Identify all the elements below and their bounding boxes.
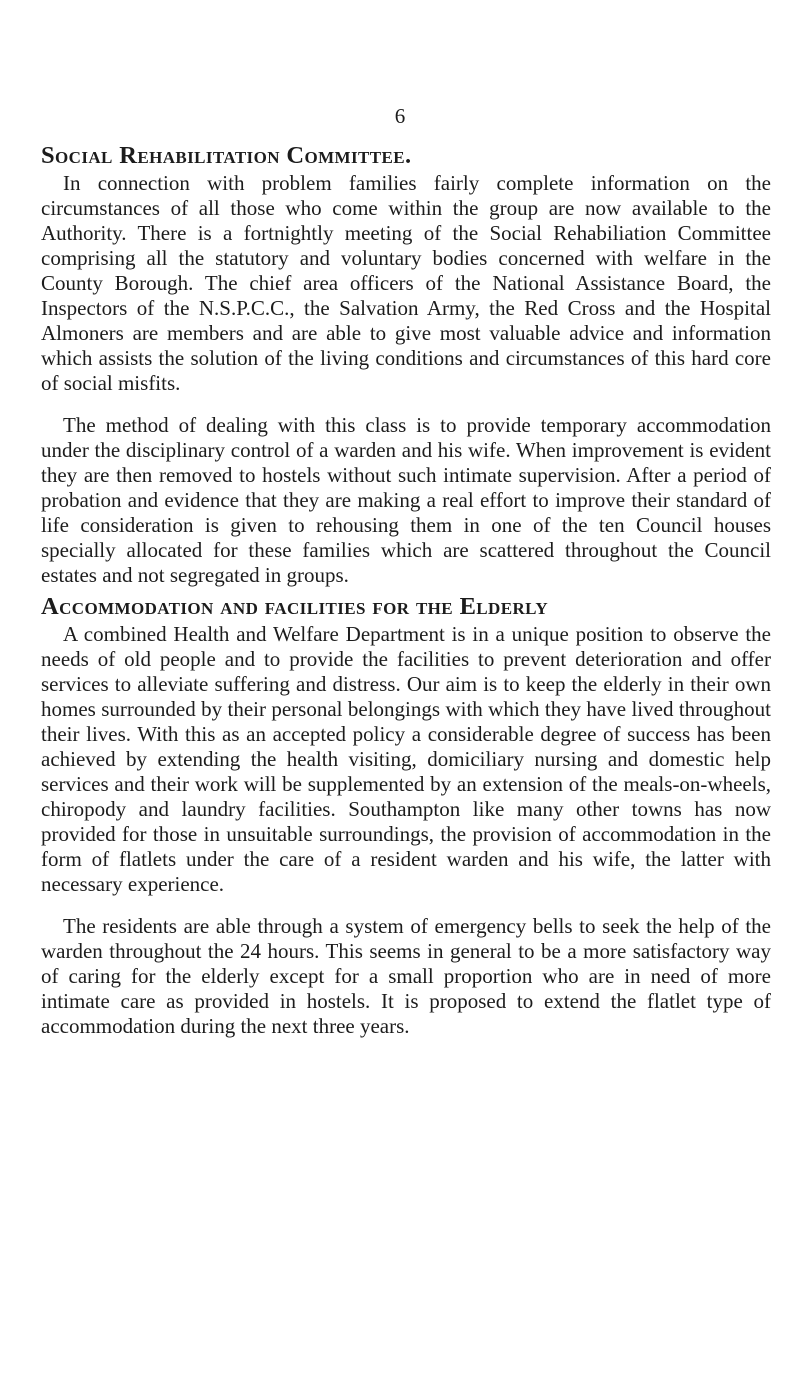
paragraph: The residents are able through a system of emergency bells to seek the help of the warden throughout the 24 hours. This seems in general to be a more satisfactory way of caring for the elderly except for a small proportion who are in need of more intimate care as provided in hostels. It is proposed to extend the flatlet type of accommodation during the next three years. xyxy=(41,914,771,1038)
document-body xyxy=(41,141,771,1039)
section-heading: Social Rehabilitation Committee. xyxy=(41,142,412,169)
paragraph: The method of dealing with this class is to provide temporary accommodation under the disciplinary control of a warden and his wife. When improvement is evident they are then removed to hostels without such intimate supervision. After a period of probation and evidence that they are making a real effort to improve their standard of life consideration is given to rehousing them in one of the ten Council houses specially allocated for these families which are scattered throughout the Council estates and not segregated in groups. xyxy=(41,413,771,587)
section-accommodation-elderly xyxy=(41,592,771,1039)
section-social-rehabilitation xyxy=(41,141,771,588)
paragraph: A combined Health and Welfare Department is in a unique position to observe the needs of old people and to provide the facilities to prevent deterioration and offer services to alleviate suffering and distress. Our aim is to keep the elderly in their own homes surrounded by their personal belongings with which they have lived throughout their lives. With this as an accepted policy a considerable degree of success has been achieved by extending the health visiting, domiciliary nursing and domestic help services and their work will be supplemented by an extension of the meals-on-wheels, chiropody and laundry facilities. Southampton like many other towns has now provided for those in unsuitable surroundings, the provision of accommodation in the form of flatlets under the care of a resident warden and his wife, the latter with necessary experience. xyxy=(41,622,771,896)
section-heading: Accommodation and facilities for the Elderly xyxy=(41,593,548,620)
paragraph: In connection with problem families fairly complete information on the circumstances of all those who come within the group are now available to the Authority. There is a fortnightly meeting of the Social Rehabiliation Committee comprising all the statutory and voluntary bodies concerned with welfare in the County Borough. The chief area officers of the National Assistance Board, the Inspectors of the N.S.P.C.C., the Salvation Army, the Red Cross and the Hospital Almoners are members and are able to give most valuable advice and information which assists the solution of the living conditions and circumstances of this hard core of social misfits. xyxy=(41,171,771,395)
page-number: 6 xyxy=(394,104,406,128)
